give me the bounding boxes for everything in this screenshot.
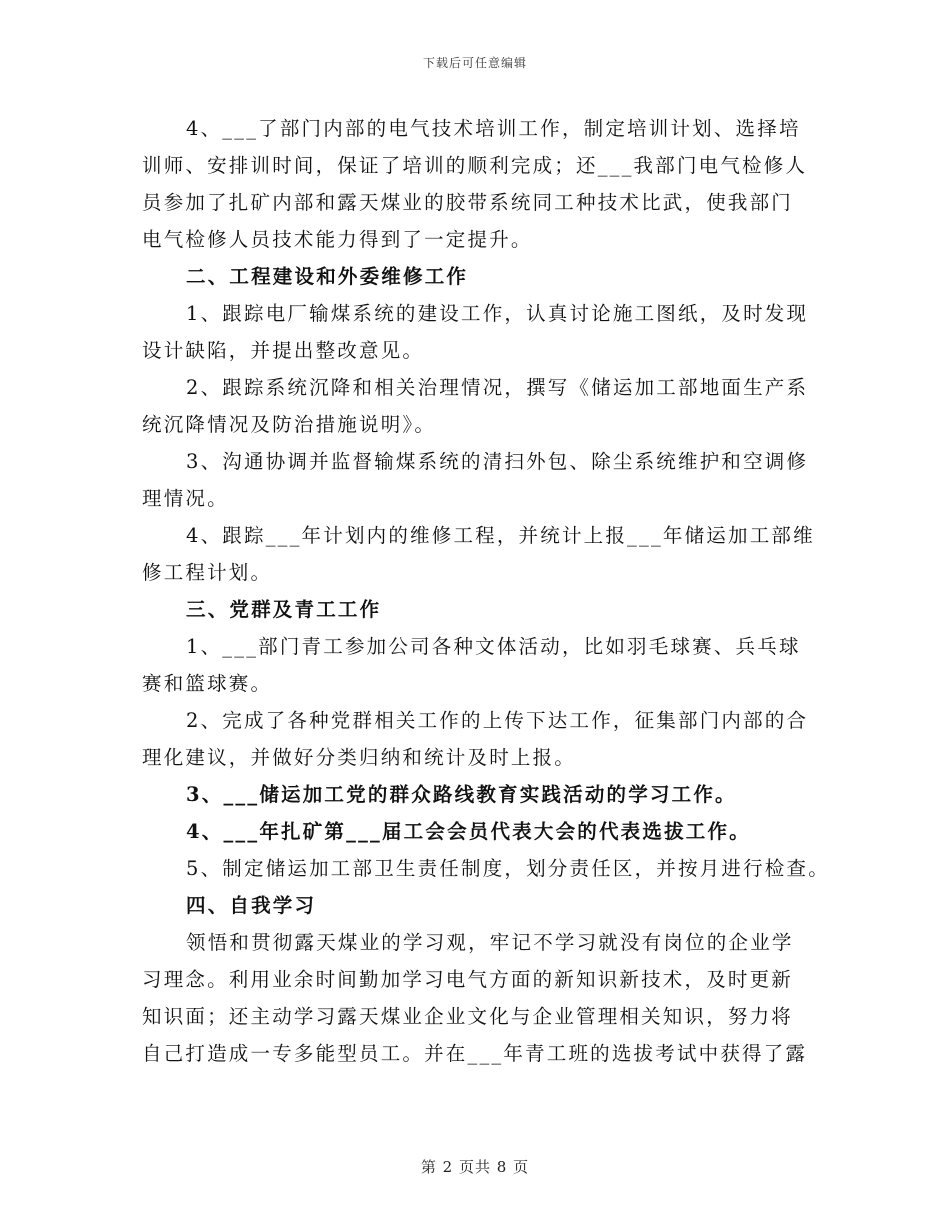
section-heading-engineering <box>142 258 822 295</box>
text-line: 4、___了部门内部的电气技术培训工作，制定培训计划、选择培 <box>186 117 801 140</box>
text-line: 1、___部门青工参加公司各种文体活动，比如羽毛球赛、兵乓球 <box>186 635 801 658</box>
heading-text: 三、党群及青工工作 <box>186 598 382 621</box>
text-line: 理情况。 <box>142 487 229 510</box>
text-line: 5、制定储运加工部卫生责任制度，划分责任区，并按月进行检查。 <box>186 857 830 880</box>
paragraph-hygiene-system <box>142 850 830 887</box>
paragraph-electrical-training <box>142 110 822 258</box>
page-header: 下载后可任意编辑 <box>422 56 527 70</box>
text-line: 4、跟踪___年计划内的维修工程，并统计上报___年储运加工部维 <box>186 524 815 547</box>
paragraph-party-work <box>142 702 822 776</box>
text-line: 1、跟踪电厂输煤系统的建设工作，认真讨论施工图纸，及时发现 <box>186 302 809 325</box>
text-line: 领悟和贯彻露天煤业的学习观，牢记不学习就没有岗位的企业学 <box>186 931 794 954</box>
paragraph-coal-conveying <box>142 295 822 369</box>
text-line: 员参加了扎矿内部和露天煤业的胶带系统同工种技术比武，使我部门 <box>142 191 794 214</box>
text-line: 设计缺陷，并提出整改意见。 <box>142 339 425 362</box>
text-line: 理化建议，并做好分类归纳和统计及时上报。 <box>142 746 577 769</box>
text-line: 习理念。利用业余时间勤加学习电气方面的新知识新技术，及时更新 <box>142 968 794 991</box>
text-line: 4、___年扎矿第___届工会会员代表大会的代表选拔工作。 <box>186 820 751 843</box>
page-footer: 第 2 页共 8 页 <box>420 1158 530 1176</box>
paragraph-sports-activities <box>142 628 822 702</box>
text-line: 3、沟通协调并监督输煤系统的清扫外包、除尘系统维护和空调修 <box>186 450 809 473</box>
text-line: 自己打造成一专多能型员工。并在___年青工班的选拔考试中获得了露 <box>142 1042 808 1065</box>
text-line: 2、跟踪系统沉降和相关治理情况，撰写《储运加工部地面生产系 <box>186 376 809 399</box>
text-line: 赛和篮球赛。 <box>142 672 273 695</box>
text-line: 修工程计划。 <box>142 561 273 584</box>
text-line: 电气检修人员技术能力得到了一定提升。 <box>142 228 533 251</box>
document-body <box>142 110 830 1072</box>
section-heading-party-youth <box>142 591 822 628</box>
paragraph-settlement <box>142 369 822 443</box>
text-line: 知识面；还主动学习露天煤业企业文化与企业管理相关知识，努力将 <box>142 1005 794 1028</box>
paragraph-outsourcing <box>142 443 822 517</box>
paragraph-maintenance-plan <box>142 517 822 591</box>
text-line: 统沉降情况及防治措施说明》。 <box>142 413 437 436</box>
text-line: 3、___储运加工党的群众路线教育实践活动的学习工作。 <box>186 783 737 806</box>
heading-text: 四、自我学习 <box>186 894 317 917</box>
text-line: 2、完成了各种党群相关工作的上传下达工作，征集部门内部的合 <box>186 709 809 732</box>
heading-text: 二、工程建设和外委维修工作 <box>186 265 469 288</box>
section-heading-self-study <box>142 887 822 924</box>
paragraph-mass-line-education <box>142 776 822 813</box>
paragraph-self-study <box>142 924 822 1072</box>
text-line: 训师、安排训时间，保证了培训的顺利完成；还___我部门电气检修人 <box>142 154 808 177</box>
paragraph-union-congress <box>142 813 822 850</box>
